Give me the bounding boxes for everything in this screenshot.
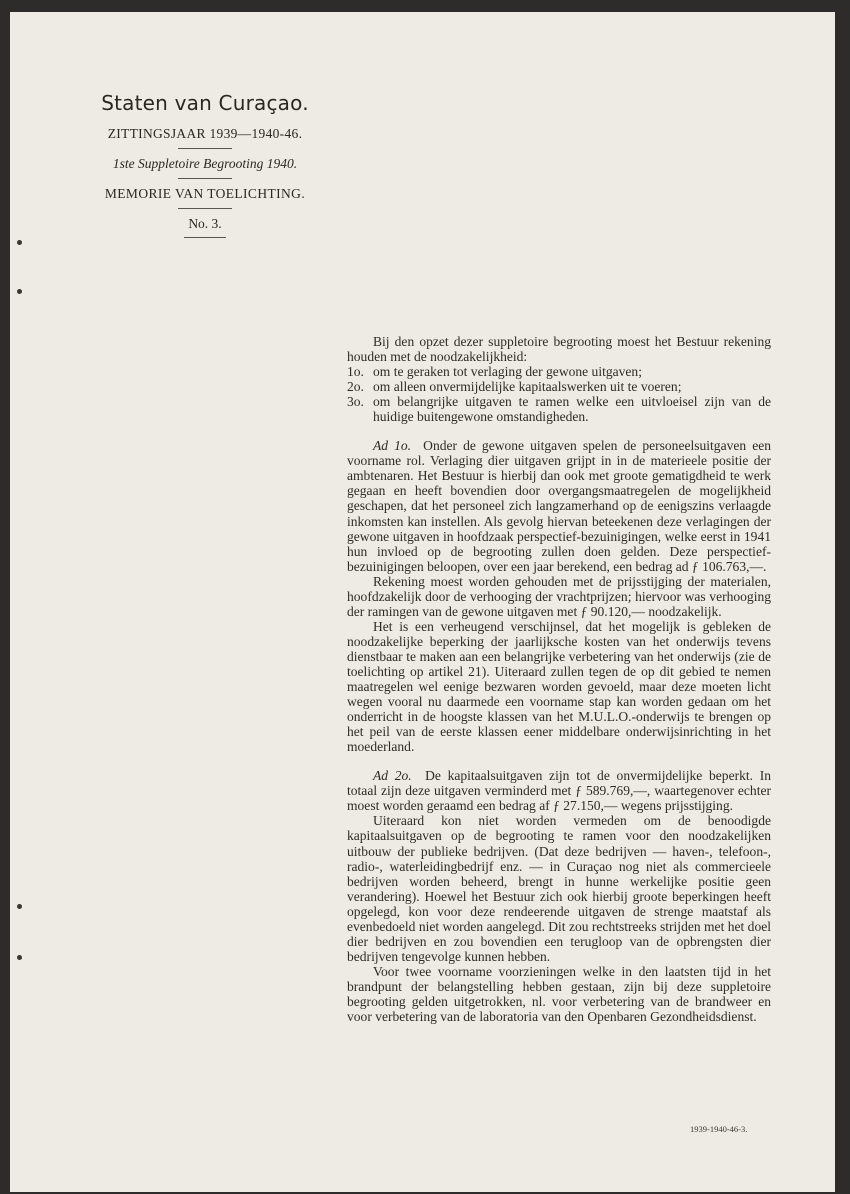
session-year: ZITTINGSJAAR 1939—1940-46. bbox=[107, 126, 303, 141]
punch-hole-mark bbox=[17, 289, 22, 294]
ad1-paragraph-3: Het is een verheugend verschijnsel, dat het mogelijk is gebleken de noodzakelijke beperking der jaarlijksche kosten van het onderwijs tevens dienstbaar te maken aan een belangrijke verbetering van het onderwijs (zie de toelichting op artikel 21). Uiteraard zullen tegen de op dit gebied te nemen maatregelen wel eenige bezwaren worden gevoeld, maar deze moeten licht wegen vooral nu daarmede een voorname stap kan worden gedaan om het onderricht in de hoogste klassen van het M.U.L.O.-onderwijs te brengen op het peil van de eerste klassen eener middelbare onderwijsinrichting in het moederland. bbox=[347, 618, 771, 755]
list-item-text: om te geraken tot verlaging der gewone uitgaven; bbox=[373, 364, 642, 380]
list-item-number: 3o. bbox=[347, 394, 364, 410]
budget-title: 1ste Suppletoire Begrooting 1940. bbox=[112, 156, 298, 171]
intro-paragraph: Bij den opzet dezer suppletoire begrooting moest het Bestuur rekening houden met de noodzakelijkheid: bbox=[347, 334, 771, 365]
document-title: Staten van Curaçao. bbox=[101, 91, 309, 115]
list-item bbox=[347, 379, 771, 394]
document-number: No. 3. bbox=[188, 216, 222, 231]
divider bbox=[178, 148, 232, 149]
ad2-paragraph-3: Voor twee voorname voorzieningen welke in den laatsten tijd in het brandpunt der belangstelling hebben gestaan, zijn bij deze suppletoire begrooting gelden uitgetrokken, nl. voor verbetering van de brandweer en voor verbetering van de laboratoria van den Openbaren Gezondheidsdienst. bbox=[347, 963, 771, 1025]
ad2-paragraph-2: Uiteraard kon niet worden vermeden om de benoodigde kapitaalsuitgaven op de begrooting te ramen voor den noodzakelijken uitbouw der publieke bedrijven. (Dat deze bedrijven — haven-, telefoon-, radio-, waterleidingbedrijf enz. — in Curaçao nog niet als commercieele bedrijven worden beheerd, brengt in hunne werkelijke positie geen verandering). Hoewel het Bestuur zich ook hierbij groote beperkingen heeft opgelegd, kon voor deze rendeerende uitgaven de strenge maatstaf als evenbedoeld niet worden aangelegd. Dit zou rechtstreeks strijden met het doel dier bedrijven en zou bovendien een terugloop van de opbrengsten dier bedrijven tengevolge kunnen hebben. bbox=[347, 813, 771, 964]
list-item-number: 1o. bbox=[347, 364, 364, 380]
divider bbox=[184, 237, 226, 238]
punch-hole-mark bbox=[17, 240, 22, 245]
ad1-paragraph-2: Rekening moest worden gehouden met de prijsstijging der materialen, hoofdzakelijk door de verhooging der vrachtprijzen; hiervoor was verhooging der ramingen van de gewone uitgaven met ƒ 90.120,— noodzakelijk. bbox=[347, 573, 771, 619]
list-item-number: 2o. bbox=[347, 379, 364, 395]
list-item bbox=[347, 364, 771, 379]
ad1-paragraph bbox=[347, 438, 771, 573]
ad2-label: Ad 2o. bbox=[373, 768, 412, 784]
list-item-text: om belangrijke uitgaven te ramen welke een uitvloeisel zijn van de huidige buitengewone omstandigheden. bbox=[373, 394, 771, 425]
memo-title: MEMORIE VAN TOELICHTING. bbox=[104, 186, 306, 201]
list-item-text: om alleen onvermijdelijke kapitaalswerken uit te voeren; bbox=[373, 379, 682, 395]
objectives-list bbox=[347, 364, 771, 424]
list-item bbox=[347, 394, 771, 424]
punch-hole-mark bbox=[17, 955, 22, 960]
ad1-text: Onder de gewone uitgaven spelen de personeelsuitgaven een voorname rol. Verlaging dier uitgaven grijpt in in de materieele positie der ambtenaren. Het Bestuur is hierbij dan ook met groote gematigdheid te werk gegaan en heeft bovendien door overgangsmaatregelen de mogelijkheid geschapen, dat het personeel zich langzamerhand op de eenigszins verlaagde inkomsten kan instellen. Als gevolg hiervan beteekenen deze verlagingen der gewone uitgaven in hoofdzaak perspectief-bezuinigingen, welke eerst in 1941 hun invloed op de begrooting zullen doen gelden. Deze perspectief-bezuinigingen beloopen, over een jaar berekend, een bedrag ad ƒ 106.763,—. bbox=[347, 438, 772, 574]
ad2-paragraph bbox=[347, 768, 771, 813]
punch-hole-mark bbox=[17, 904, 22, 909]
memo-body bbox=[347, 334, 771, 1024]
ad2-text: De kapitaalsuitgaven zijn tot de onvermijdelijke beperkt. In totaal zijn deze uitgaven verminderd met ƒ 589.769,—, waartegenover echter moest worden geraamd een bedrag af ƒ 27.150,— wegens prijsstijging. bbox=[347, 768, 771, 814]
divider bbox=[178, 208, 232, 209]
ad1-label: Ad 1o. bbox=[373, 438, 412, 454]
divider bbox=[178, 178, 232, 179]
document-code: 1939-1940-46-3. bbox=[690, 1124, 748, 1134]
